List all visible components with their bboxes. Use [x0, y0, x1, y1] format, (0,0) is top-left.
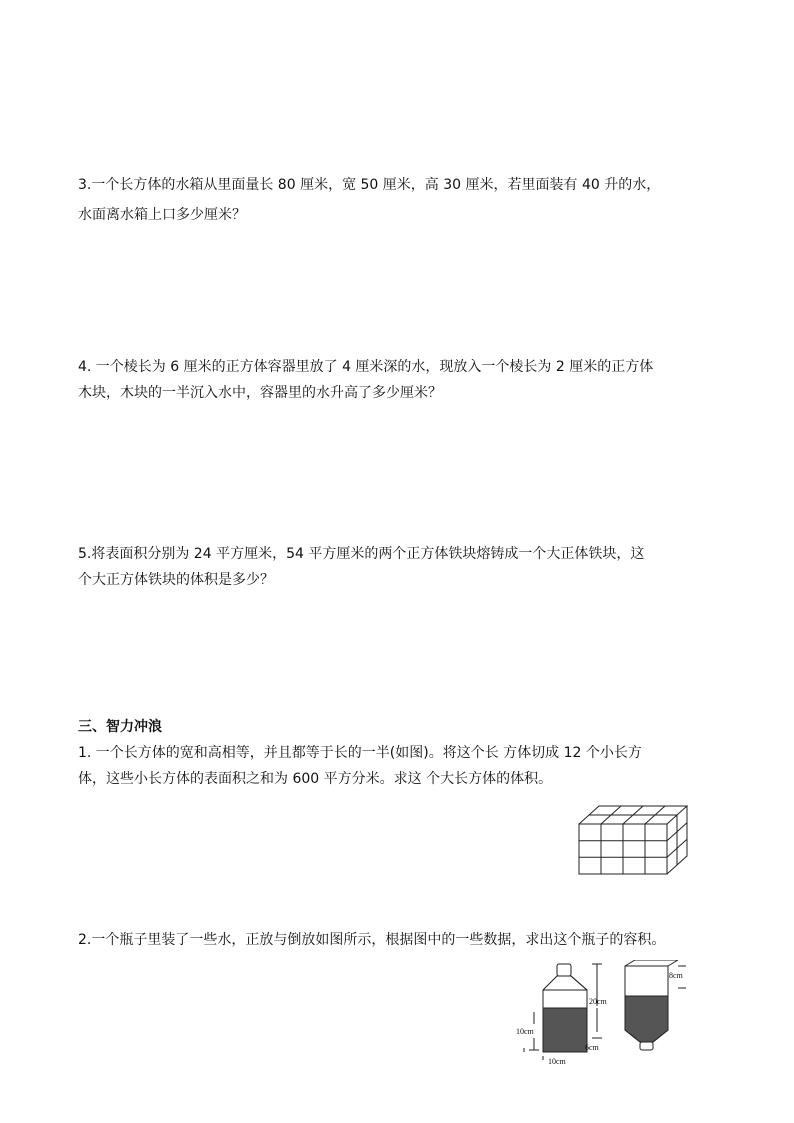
- inverted-bottle-water: [625, 996, 668, 1042]
- label-height-bottom: 6cm: [585, 1043, 599, 1052]
- label-height-top: 8cm: [669, 971, 683, 980]
- question-4: [78, 354, 728, 406]
- upright-bottle-cap: [557, 964, 571, 976]
- label-height-water: 10cm: [516, 1027, 534, 1036]
- label-width: 10cm: [548, 1057, 566, 1066]
- question-3-line1: 3.一个长方体的水箱从里面量长 80 厘米，宽 50 厘米，高 30 厘米，若里面装有 40 升的水，: [78, 177, 661, 193]
- problem-1-line2: 体，这些小长方体的表面积之和为 600 平方分米。求这 个大长方体的体积。: [78, 771, 553, 787]
- question-5-line2: 个大正方体铁块的体积是多少？: [78, 572, 274, 588]
- question-3-line2: 水面离水箱上口多少厘米？: [78, 207, 246, 223]
- problem-2-line1: 2.一个瓶子里装了一些水，正放与倒放如图所示，根据图中的一些数据，求出这个瓶子的容积。: [78, 932, 666, 948]
- label-height-empty: 20cm: [589, 997, 607, 1006]
- section-title: 三、智力冲浪: [78, 719, 162, 735]
- upright-bottle-water: [543, 1008, 587, 1052]
- question-3: [78, 172, 728, 228]
- problem-2: [78, 927, 758, 953]
- inverted-bottle-cap: [640, 1042, 653, 1050]
- problem-1: [78, 740, 728, 792]
- question-5-line1: 5.将表面积分别为 24 平方厘米，54 平方厘米的两个正方体铁块熔铸成一个大正体铁块，这: [78, 546, 645, 562]
- question-5: [78, 541, 728, 593]
- question-4-line2: 木块，木块的一半沉入水中，容器里的水升高了多少厘米？: [78, 385, 442, 401]
- problem-1-line1: 1. 一个长方体的宽和高相等，并且都等于长的一半(如图)。将这个长 方体切成 12 个小长方: [78, 745, 642, 761]
- bottle-figure: [510, 960, 720, 1070]
- cuboid-figure: [575, 800, 695, 880]
- question-4-line1: 4. 一个棱长为 6 厘米的正方体容器里放了 4 厘米深的水，现放入一个棱长为 2 厘米的正方体: [78, 359, 654, 375]
